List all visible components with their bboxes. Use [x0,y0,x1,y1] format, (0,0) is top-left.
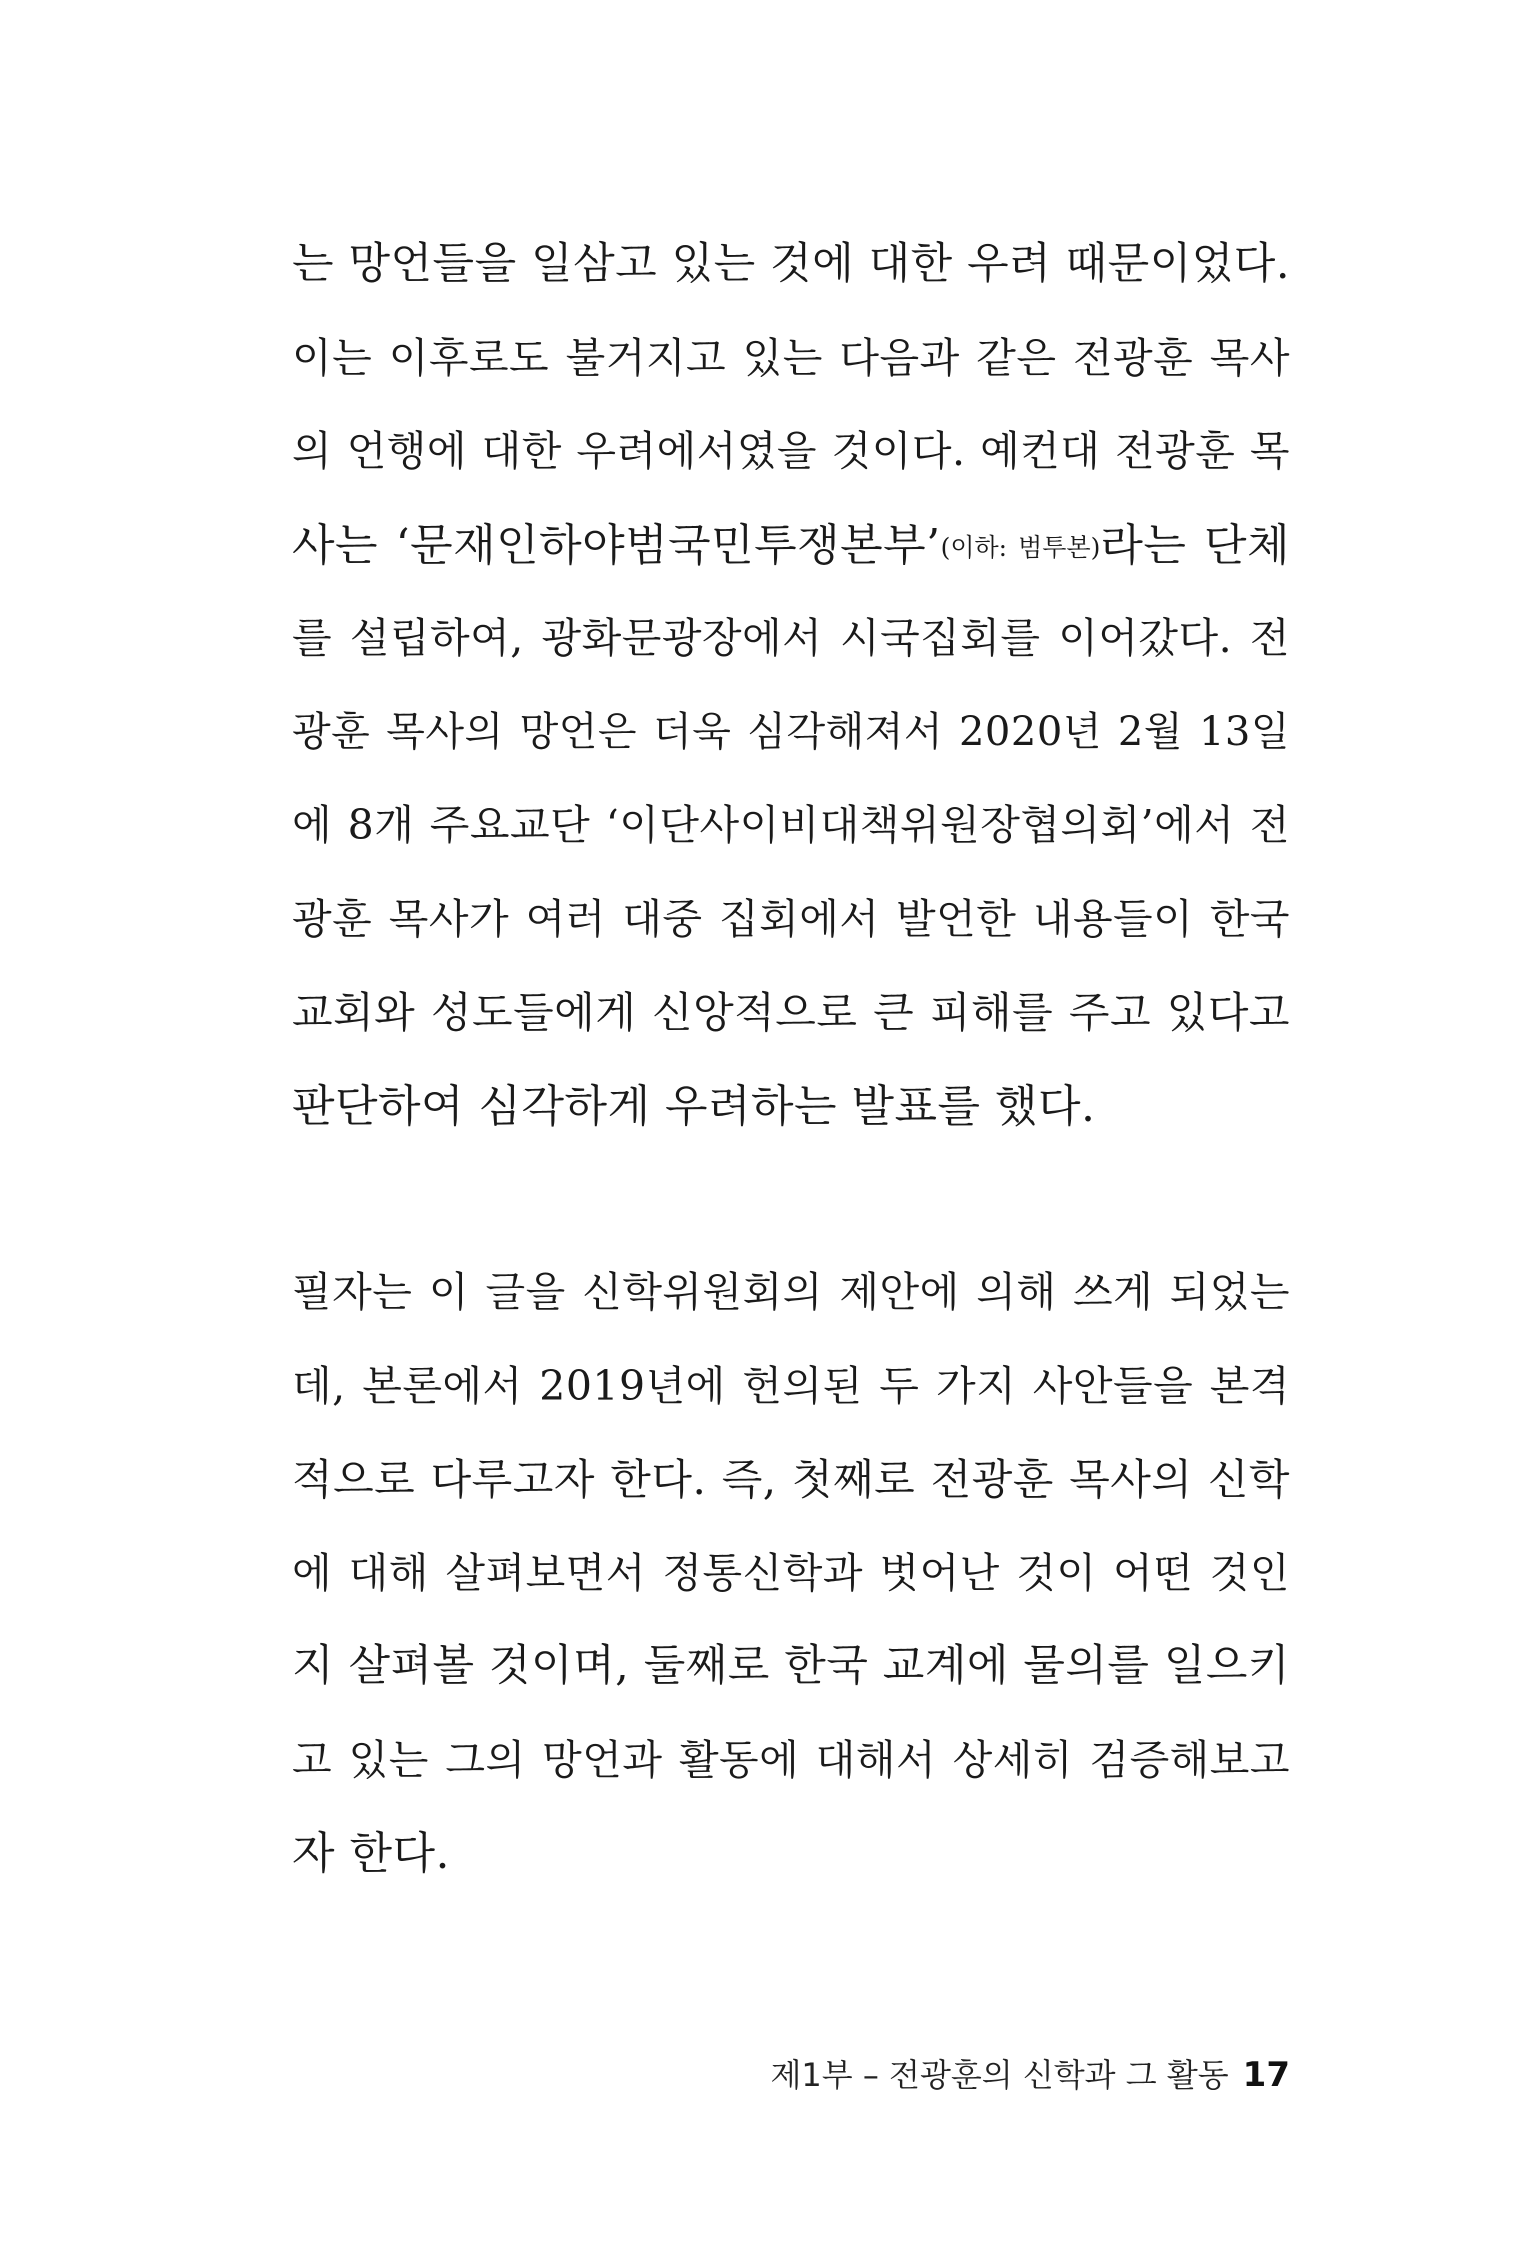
paragraph-1 [292,218,1290,1153]
text-line: 의 언행에 대한 우려에서였을 것이다. 예컨대 전광훈 목 [292,427,1290,475]
text-line: 고 있는 그의 망언과 활동에 대해서 상세히 검증해보고 [292,1735,1290,1784]
text-line [292,499,1290,593]
running-title: 제1부 – 전광훈의 신학과 그 활동 [770,2056,1229,2094]
paragraph-2 [292,1246,1290,1901]
text-line: 는 망언들을 일삼고 있는 것에 대한 우려 때문이었다. [292,239,1290,289]
text-line: 광훈 목사의 망언은 더욱 심각해져서 2020년 2월 13일 [292,708,1290,755]
text-line: 이는 이후로도 불거지고 있는 다음과 같은 전광훈 목사 [292,333,1290,382]
text-line: 지 살펴볼 것이며, 둘째로 한국 교계에 물의를 일으키 [292,1641,1290,1691]
text-line: 교회와 성도들에게 신앙적으로 큰 피해를 주고 있다고 [292,988,1290,1037]
parenthetical-note: (이하: 범투본) [940,532,1101,562]
page-footer [771,2050,1291,2096]
text-line: 에 대해 살펴보면서 정통신학과 벗어난 것이 어떤 것인 [292,1548,1290,1597]
text-segment: 라는 단체 [1100,519,1290,571]
text-line: 데, 본론에서 2019년에 헌의된 두 가지 사안들을 본격 [292,1361,1290,1410]
text-line: 에 8개 주요교단 ‘이단사이비대책위원장협의회’에서 전 [292,801,1290,849]
text-line: 광훈 목사가 여러 대중 집회에서 발언한 내용들이 한국 [292,894,1290,943]
text-line: 필자는 이 글을 신학위원회의 제안에 의해 쓰게 되었는 [292,1268,1290,1316]
page-body [292,218,1290,1901]
text-line: 를 설립하여, 광화문광장에서 시국집회를 이어갔다. 전 [292,614,1290,662]
page-number: 17 [1242,2055,1290,2095]
text-segment: 사는 ‘문재인하야범국민투쟁본부’ [292,519,941,571]
text-line: 판단하여 심각하게 우려하는 발표를 했다. [292,1080,1096,1132]
text-line: 적으로 다루고자 한다. 즉, 첫째로 전광훈 목사의 신학 [292,1455,1290,1504]
text-line: 자 한다. [292,1828,450,1879]
